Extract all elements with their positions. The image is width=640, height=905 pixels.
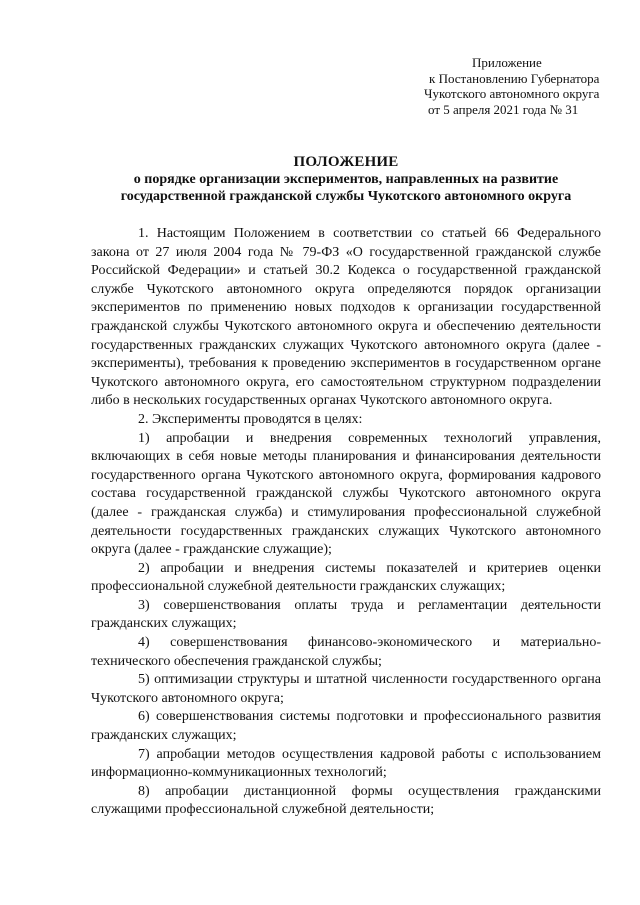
appendix-line: Приложение bbox=[472, 55, 542, 70]
document-subtitle-line: о порядке организации экспериментов, направленных на развитие bbox=[133, 172, 559, 187]
list-item-2: 2) апробации и внедрения системы показателей и критериев оценки профессиональной служебной деятельности гражданских служащих; bbox=[91, 560, 601, 595]
list-item-7: 7) апробации методов осуществления кадровой работы с использованием информационно-коммуникационных технологий; bbox=[91, 746, 601, 781]
list-item-6: 6) совершенствования системы подготовки и профессионального развития гражданских служащих; bbox=[91, 709, 601, 744]
document-title: ПОЛОЖЕНИЕ bbox=[293, 154, 399, 170]
list-item-5: 5) оптимизации структуры и штатной численности государственного органа Чукотского автономного округа; bbox=[91, 672, 601, 706]
list-item-3: 3) совершенствования оплаты труда и регламентации деятельности гражданских служащих; bbox=[91, 597, 601, 632]
list-item-4: 4) совершенствования финансово-экономического и материально-технического обеспечения гражданской службы; bbox=[91, 635, 601, 669]
document-subtitle-line: государственной гражданской службы Чукотского автономного округа bbox=[120, 189, 572, 204]
paragraph-1: 1. Настоящим Положением в соответствии со статьей 66 Федерального закона от 27 июля 2004 года № 79-ФЗ «О государственной гражданской службе Российской Федерации» и статьей 30.2 Кодекса о государственной гражданской службе Чукотского автономного округа определяются порядок организации экспериментов по применению новых подходов к организации государственной гражданской службы Чукотского автономного округа и обеспечению деятельности государственных гражданских служащих Чукотского автономного округа (далее - эксперименты), требования к проведению экспериментов в государственном органе Чукотского автономного округа, его самостоятельном структурном подразделении либо в нескольких государственных органах Чукотского автономного округа. bbox=[91, 226, 601, 409]
appendix-header bbox=[372, 55, 640, 117]
appendix-line: от 5 апреля 2021 года № 31 bbox=[428, 101, 579, 117]
appendix-line: к Постановлению Губернатора bbox=[429, 70, 600, 86]
document-title-block bbox=[91, 154, 601, 205]
paragraph-2: 2. Эксперименты проводятся в целях: bbox=[138, 411, 363, 427]
list-item-1: 1) апробации и внедрения современных технологий управления, включающих в себя новые методы планирования и финансирования деятельности государственного органа Чукотского автономного округа, формирования кадрового состава государственной гражданской службы Чукотского автономного округа (далее - гражданская служба) и стимулирования профессиональной служебной деятельности государственных гражданских служащих Чукотского автономного округа (далее - гражданские служащие); bbox=[91, 430, 601, 558]
list-item-8: 8) апробации дистанционной формы осуществления гражданскими служащими профессиональной служебной деятельности; bbox=[91, 783, 601, 818]
document-body bbox=[91, 225, 601, 820]
appendix-line: Чукотского автономного округа bbox=[424, 86, 600, 102]
